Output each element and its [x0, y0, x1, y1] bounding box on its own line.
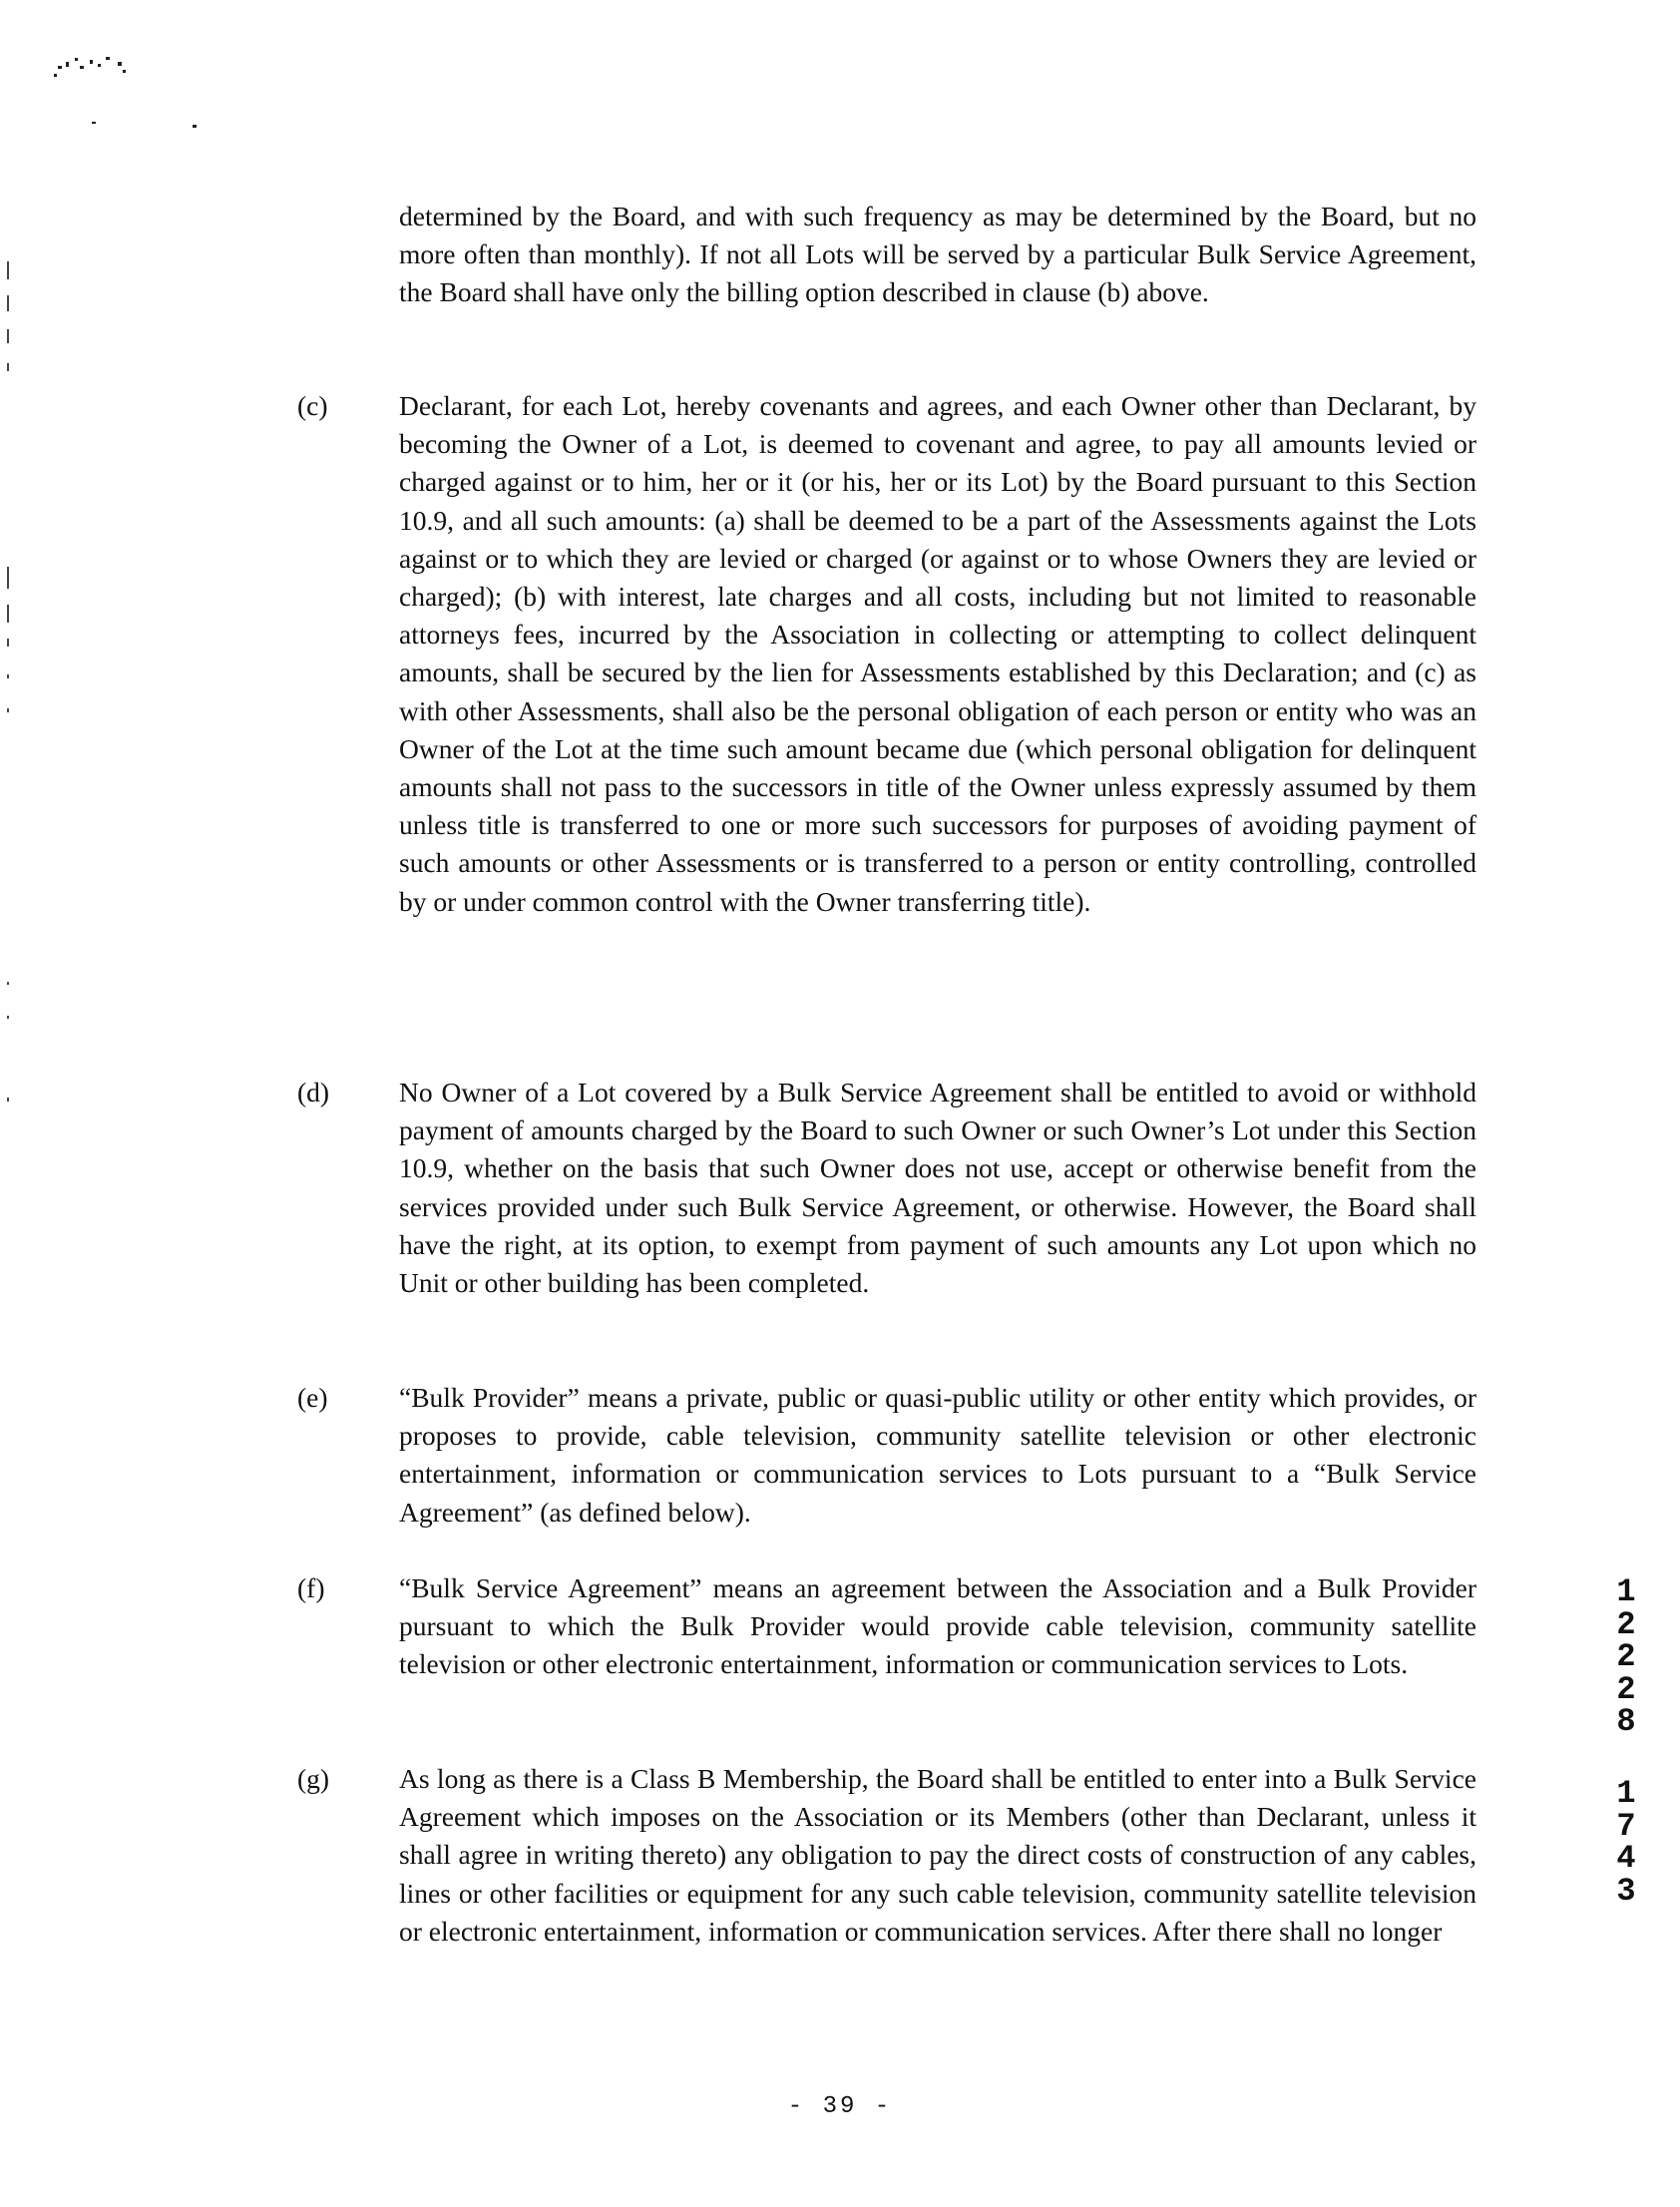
stamp-digit: 7: [1616, 1807, 1636, 1845]
paragraph-g-label: (g): [297, 1763, 330, 1794]
recording-stamp-group-2: [1610, 1775, 1642, 1910]
stamp-digit: 2: [1616, 1605, 1636, 1643]
stamp-digit: 3: [1616, 1872, 1636, 1910]
paragraph-d-label: (d): [297, 1077, 330, 1107]
stamp-digit: 4: [1616, 1840, 1636, 1877]
paragraph-f-text: “Bulk Service Agreement” means an agreement between the Association and a Bulk Provider pursuant to which the Bulk Provider would provide cable television, community satellite television or other electronic entertainment, information or communication services to Lots.: [399, 1572, 1476, 1680]
stamp-digit: 8: [1616, 1703, 1636, 1740]
paragraph-intro: determined by the Board, and with such frequency as may be determined by the Board, but no more often than monthly). If not all Lots will be served by a particular Bulk Service Agreement, the Board shall have only the billing option described in clause (b) above.: [399, 201, 1476, 308]
paragraph-e-text: “Bulk Provider” means a private, public or quasi-public utility or other entity which provides, or proposes to provide, cable television, community satellite television or other electronic entertainment, information or communication services to Lots pursuant to a “Bulk Service Agreement” (as defined below).: [399, 1382, 1476, 1528]
paragraph-c-label: (c): [297, 390, 328, 421]
paragraph-g-text: As long as there is a Class B Membership, the Board shall be entitled to enter into a Bulk Service Agreement which imposes on the Association or its Members (other than Declarant, unless it shall agree in writing thereto) any obligation to pay the direct costs of construction of any cables, lines or other facilities or equipment for any such cable television, community satellite television or electronic entertainment, information or communication services. After there shall no longer: [399, 1763, 1476, 1947]
paragraph-c-text: Declarant, for each Lot, hereby covenants and agrees, and each Owner other than Declarant, by becoming the Owner of a Lot, is deemed to covenant and agree, to pay all amounts levied or charged against or to him, her or it (or his, her or its Lot) by the Board pursuant to this Section 10.9, and all such amounts: (a) shall be deemed to be a part of the Assessments against the Lots against or to which they are levied or charged (or against or to whose Owners they are levied or charged); (b) with interest, late charges and all costs, including but not limited to reasonable attorneys fees, incurred by the Association in collecting or attempting to collect delinquent amounts, shall be secured by the lien for Assessments established by this Declaration; and (c) as with other Assessments, shall also be the personal obligation of each person or entity who was an Owner of the Lot at the time such amount became due (which personal obligation for delinquent amounts shall not pass to the successors in title of the Owner unless expressly assumed by them unless title is transferred to one or more such successors for purposes of avoiding payment of such amounts or other Assessments or is transferred to a person or entity controlling, controlled by or under common control with the Owner transferring title).: [399, 390, 1476, 917]
stamp-digit: 2: [1616, 1670, 1636, 1708]
recording-stamp-group-1: [1610, 1573, 1642, 1740]
paragraph-f-label: (f): [297, 1572, 325, 1603]
paragraph-e-label: (e): [297, 1382, 328, 1413]
stamp-digit: 2: [1616, 1638, 1636, 1675]
page-number: - 39 -: [787, 2093, 893, 2120]
paragraph-d-text: No Owner of a Lot covered by a Bulk Service Agreement shall be entitled to avoid or withhold payment of amounts charged by the Board to such Owner or such Owner’s Lot under this Section 10.9, whether on the basis that such Owner does not use, accept or otherwise benefit from the services provided under such Bulk Service Agreement, or otherwise. However, the Board shall have the right, at its option, to exempt from payment of such amounts any Lot upon which no Unit or other building has been completed.: [399, 1077, 1476, 1299]
stamp-digit: 1: [1616, 1775, 1636, 1812]
stamp-digit: 1: [1616, 1573, 1636, 1610]
